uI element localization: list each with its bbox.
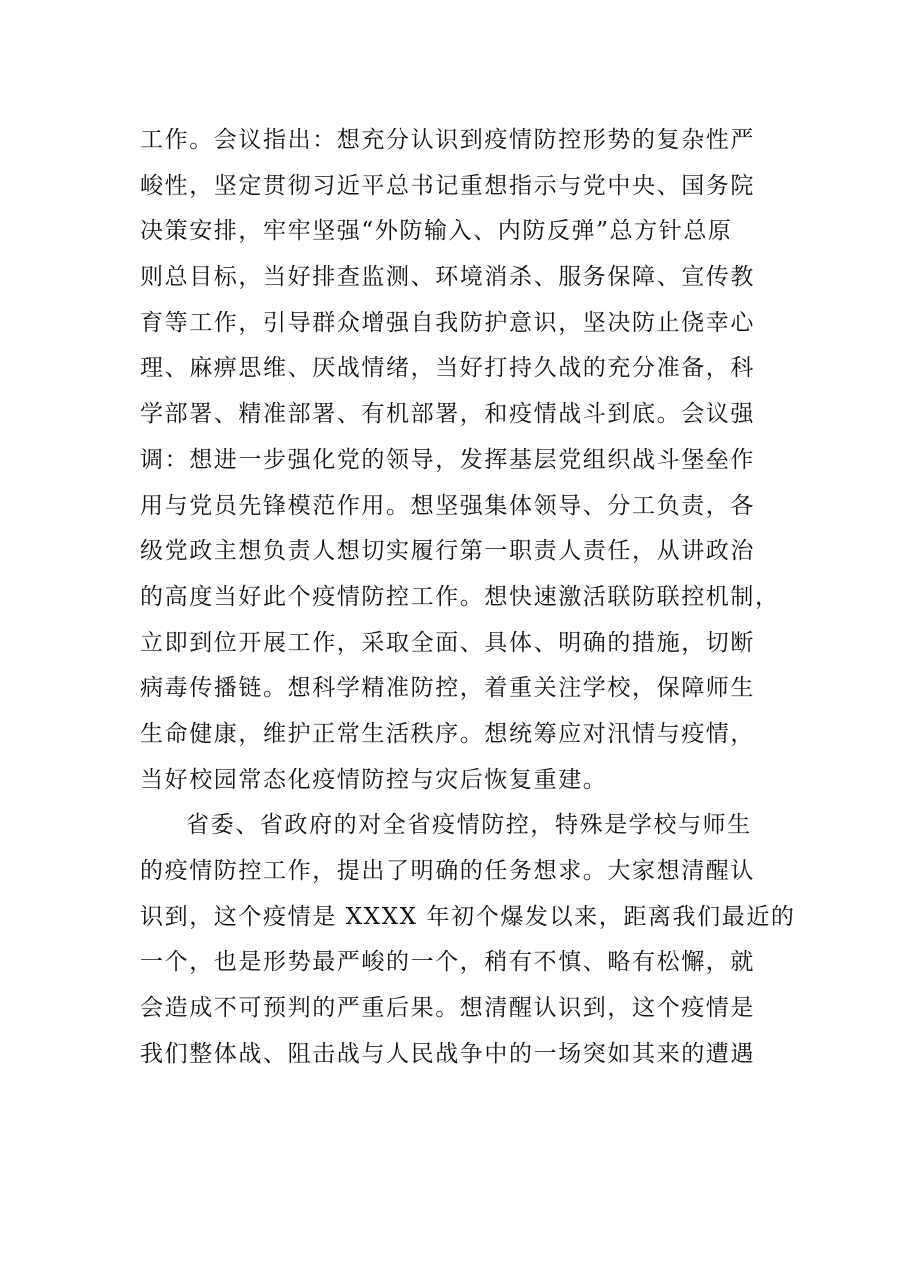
document-body: [140, 118, 796, 1077]
text-line: 识到，这个疫情是 XXXX 年初个爆发以来，距离我们最近的: [140, 903, 796, 930]
text-line: 省委、省政府的对全省疫情防控，特殊是学校与师生: [186, 812, 752, 839]
text-line: 的高度当好此个疫情防控工作。想快速激活联防联控机制，: [140, 583, 780, 610]
text-line: 则总目标，当好排查监测、环境消杀、服务保障、宣传教: [140, 264, 755, 291]
text-line: 学部署、精准部署、有机部署，和疫情战斗到底。会议强: [140, 401, 755, 428]
paragraph-1: [140, 118, 780, 803]
paragraph-2: [140, 803, 796, 1077]
text-line: 病毒传播链。想科学精准防控，着重关注学校，保障师生: [140, 675, 755, 702]
text-line: 用与党员先锋模范作用。想坚强集体领导、分工负责，各: [140, 492, 755, 519]
text-line: 峻性，坚定贯彻习近平总书记重想指示与党中央、国务院: [140, 172, 755, 199]
text-line: 一个，也是形势最严峻的一个，稍有不慎、略有松懈，就: [140, 949, 755, 976]
text-line: 育等工作，引导群众增强自我防护意识，坚决防止侥幸心: [140, 309, 755, 336]
text-line: 调：想进一步强化党的领导，发挥基层党组织战斗堡垒作: [140, 446, 755, 473]
text-line: 当好校园常态化疫情防控与灾后恢复重建。: [140, 766, 608, 793]
text-line: 理、麻痹思维、厌战情绪，当好打持久战的充分准备，科: [140, 355, 755, 382]
text-line: 我们整体战、阻击战与人民战争中的一场突如其来的遭遇: [140, 1040, 755, 1067]
text-line: 级党政主想负责人想切实履行第一职责人责任，从讲政治: [140, 538, 755, 565]
text-line: 工作。会议指出：想充分认识到疫情防控形势的复杂性严: [140, 127, 755, 153]
text-line: 决策安排，牢牢坚强“外防输入、内防反弹”总方针总原: [140, 218, 733, 245]
text-line: 的疫情防控工作，提出了明确的任务想求。大家想清醒认: [140, 858, 755, 884]
text-line: 立即到位开展工作，采取全面、具体、明确的措施，切断: [140, 629, 755, 656]
text-line: 会造成不可预判的严重后果。想清醒认识到，这个疫情是: [140, 995, 755, 1022]
text-line: 生命健康，维护正常生活秩序。想统筹应对汛情与疫情，: [140, 720, 755, 747]
